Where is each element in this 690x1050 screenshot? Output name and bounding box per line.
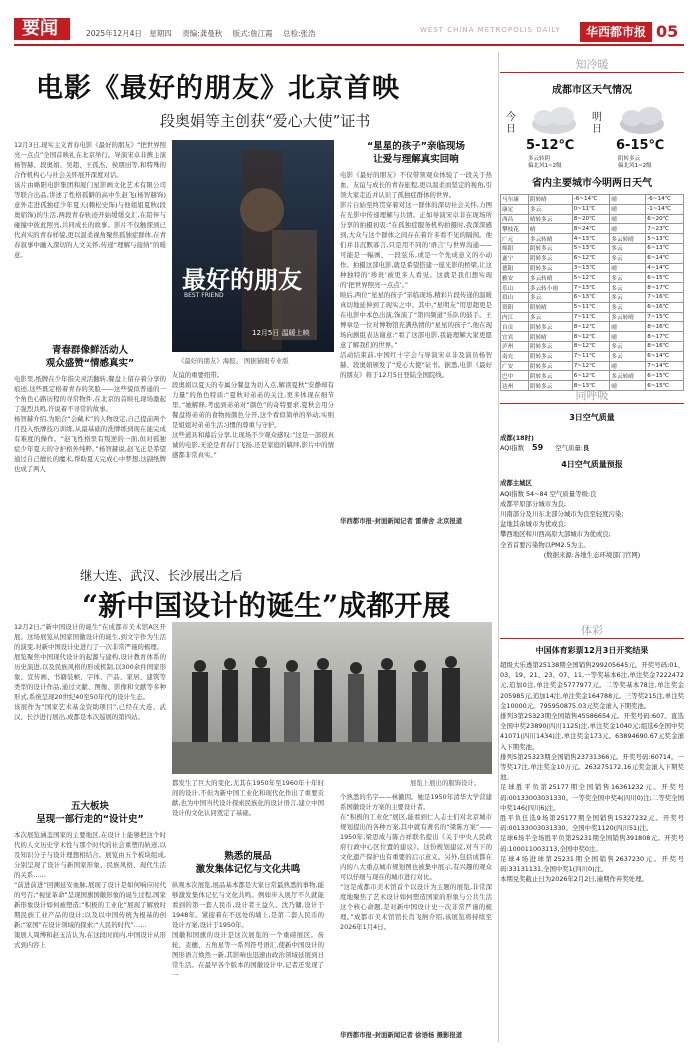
lottery-para: 超级大乐透第25138期全国销售299205645元。开奖号码:01、03、19、21、23、07、11,一等奖基本6注,单注奖金7222472元,追加0注,单注奖金5777977元。二等奖基本78注,单注奖金205985元,追加14注,单注奖金164788元。三等奖215注,单注奖金10000元。795950875.03元奖金滚入下期奖池。: [500, 661, 684, 710]
header-designer: 版式:詹江霞: [232, 29, 273, 38]
header-rule: [14, 44, 684, 46]
today-label: 今日: [506, 112, 516, 135]
article2-para: 都发生了巨大的变化,尤其在1950年至1960年十年时间的设计,不但为新中国工业化和现代化作出了重要贡献,也为中国当代设计探索民族化的设计语言,建立中国设计的文化认同奠定了基础。: [172, 779, 324, 817]
weather-cell: -6~14℃: [572, 195, 610, 205]
weather-row: [501, 351, 684, 361]
weather-row: [501, 214, 684, 224]
weather-cell: -6~14℃: [646, 195, 684, 205]
header-info: [86, 28, 316, 39]
article1-para: 电影《最好的朋友》不仅带领观众体验了一段关于热血、友谊与成长的青春旅程,更以温柔而坚定的视角,引领大家走近并认识了孤独症群体的世界。: [340, 171, 492, 199]
lottery-para: 排列5第25323期全国销售23731366元。开奖号码:60714。一等奖17注,单注奖金10万元。263275172.16元奖金滚入下期奖池。: [500, 752, 684, 782]
page-header: [0, 0, 690, 42]
header-weekday: 星期四: [149, 29, 172, 38]
weather-cell: 7~12℃: [572, 361, 610, 371]
weather-cell: 6~13℃: [572, 292, 610, 302]
article2-col2: [172, 778, 324, 818]
section-label: 要闻: [14, 18, 70, 40]
lottery-header: 体彩: [581, 624, 603, 637]
article1-subhead-1: 青春群像鲜活动人 观众盛赞“情感真实”: [45, 345, 135, 369]
weather-cell: 6~15℃: [646, 273, 684, 283]
weather-cell: 多云转小雨: [528, 283, 572, 293]
weather-cell: 阴转多云: [528, 322, 572, 332]
weather-cell: 晴: [528, 224, 572, 234]
weather-cell: 阴转多云: [528, 253, 572, 263]
forecast-line: 盆地其余城市为优或良;: [500, 520, 567, 529]
article1-para: 杨智赫介绍,为贴合“会藏术”的人物设定,自己提前两个月投入纸牌技巧训练,从最基础的洗牌练到现在能完成有难度的操作。“赵飞性格里有叛逆的一面,但对孤独症少年夏天的守护格外纯粹。”杨智赫说,赵飞正是希望通过自己擅长的魔术,帮助夏天完成心中梦想,这副纸牌也成了两人: [14, 415, 166, 473]
weather-cell: 多云: [528, 292, 572, 302]
article1-subtitle: 段奥娟等主创获“爱心大使”证书: [160, 112, 371, 130]
weather-cell: 8~12℃: [572, 341, 610, 351]
tomorrow-temp: 6-15℃: [616, 138, 665, 153]
weather-row: [501, 253, 684, 263]
air-aqi-row: [500, 443, 684, 453]
weather-cell: 7~13℃: [572, 283, 610, 293]
air-source: (数据来源:各地生态环境部门官网): [543, 550, 641, 559]
weather-cell: 8~17℃: [646, 332, 684, 342]
weather-cell: 阴转晴: [528, 302, 572, 312]
header-english: WEST CHINA METROPOLIS DAILY: [420, 26, 561, 34]
weather-cell: 6~13℃: [646, 243, 684, 253]
air-rule: [500, 403, 684, 404]
weather-cell: 晴: [610, 195, 646, 205]
lottery-para: 足球6场半全场胜平负第25231期全国销售391808元。开奖号码:100011003113,全国中奖0注。: [500, 834, 684, 853]
weather-title: 成都市区天气情况: [552, 85, 632, 96]
weather-cell: 8~12℃: [572, 322, 610, 332]
weather-row: [501, 292, 684, 302]
weather-days: [500, 100, 684, 170]
weather-cell: 6~15℃: [646, 371, 684, 381]
weather-row: [501, 283, 684, 293]
weather-cell: 6~14℃: [646, 253, 684, 263]
cloud-icon: [522, 104, 586, 140]
weather-cell: 晴: [610, 361, 646, 371]
weather-cell: 7~23℃: [646, 224, 684, 234]
lottery-para: 胜平负任选9场第25177期全国销售15327232元。开奖号码:00133003031330。全国中奖1120(四川51)注。: [500, 814, 684, 833]
weather-cell: 遂宁: [501, 253, 529, 263]
article2-para: “这是成都市美术馆首个以设计为主题的展览,非常深度地聚焦了艺术设计如何塑造国家的形象与公共生活这个核心命题,是对新中国设计史一次非常严谨的梳理。”成都市美术馆馆长肖飞舸介绍,该展览将持续至2026年1月4日。: [340, 883, 492, 931]
exhibition-photo: [172, 622, 492, 774]
weather-cell: 晴: [610, 381, 646, 391]
article1-para: 该片由略阳电影集团和厦门星影画文化艺术有限公司等联合出品,讲述了性格孤僻的高中生赵飞(杨智赫饰)意外走进孤独症少年夏天(赖松史饰)与他姐姐夏秋(段奥娟饰)的生活,两段青春轨迹开始缓缓交汇,在陪伴与碰撞中彼此照亮,共同成长的故事。影片不仅触探到已代真实的青春样貌,更以温柔视角聚焦孤独症群体,在青春叙事中融入深切的人文关怀,传递“理解与接纳”的暖意。: [14, 181, 166, 259]
forecast-line: 攀西地区和川西高原大部城市为优或良;: [500, 530, 611, 539]
weather-table: [500, 194, 684, 391]
poster-date: 12月5日 温暖上映: [252, 329, 310, 337]
weather-cell: 多云: [610, 283, 646, 293]
weather-cell: 阴转多云: [528, 341, 572, 351]
weather-panel: [500, 56, 684, 391]
forecast-line: AQI指数 54~84 空气质量等级:良: [500, 489, 597, 498]
weather-cell: 晴: [610, 332, 646, 342]
weather-cell: 阴转多云: [528, 351, 572, 361]
article1-col1b: [14, 374, 166, 474]
weather-row: [501, 302, 684, 312]
weather-cell: 多云: [610, 273, 646, 283]
weather-cell: 内江: [501, 312, 529, 322]
air-title-1: 3日空气质量: [569, 413, 615, 422]
weather-cell: 攀枝花: [501, 224, 529, 234]
aqi-value: 59: [532, 443, 544, 453]
weather-cell: 晴转多云: [528, 214, 572, 224]
weather-row: [501, 361, 684, 371]
weather-cell: 阴转多云: [528, 263, 572, 273]
weather-cell: 自贡: [501, 322, 529, 332]
tomorrow-label: 明日: [592, 112, 602, 135]
weather-cell: 南充: [501, 351, 529, 361]
weather-cell: 6~12℃: [572, 253, 610, 263]
weather-cell: 8~17℃: [646, 283, 684, 293]
weather-cell: 康定: [501, 204, 529, 214]
weather-cell: 多云: [610, 302, 646, 312]
weather-cell: 阴转多云: [528, 243, 572, 253]
exhibition-caption: 展览上展出的服饰设计。: [410, 779, 481, 787]
weather-cell: 资阳: [501, 302, 529, 312]
lottery-para: 足球4场进球第25231期全国销售2637230元。开奖号码:33131131,全国中奖1(四川0)注。: [500, 854, 684, 874]
article2-col1: [14, 622, 166, 722]
today-desc1: 多云转阴: [528, 156, 551, 162]
weather-cell: 6~12℃: [572, 371, 610, 381]
today-desc2: 偏北风1~2级: [528, 163, 562, 169]
article1-para: 这些道具和幕后分享,让现场不少观众感叹:“这是一部很真诚的电影,无论是青春门飞扬,还是家庭的羁绊,影片中的情感都非常真实。”: [172, 431, 334, 459]
weather-cell: 多云转晴: [610, 234, 646, 244]
weather-cell: 晴: [610, 214, 646, 224]
weather-cell: 6~15℃: [646, 381, 684, 391]
weather-table-title: 省内主要城市今明两日天气: [532, 178, 652, 189]
lottery-title: 中国体育彩票12月3日开奖结果: [535, 646, 649, 655]
quality-value: 良: [582, 444, 590, 453]
weather-cell: 8~24℃: [572, 224, 610, 234]
header-proof: 总检:张浩: [283, 29, 316, 38]
air-city: 成都(18时): [500, 434, 534, 442]
weather-cell: 泸州: [501, 341, 529, 351]
weather-cell: 3~13℃: [572, 263, 610, 273]
today-temp: 5-12℃: [526, 138, 575, 153]
forecast-title: 成都主城区: [500, 479, 532, 488]
weather-cell: 8~12℃: [572, 332, 610, 342]
article2-subhead-1: 五大板块 呈现一部行走的“设计史”: [36, 801, 144, 825]
weather-cell: 8~16℃: [646, 341, 684, 351]
weather-cell: 阴转晴: [528, 332, 572, 342]
weather-row: [501, 371, 684, 381]
poster-graphic: [172, 140, 334, 352]
article1-byline: 华西都市报-封面新闻记者 雷倩舍 北京报道: [340, 517, 463, 525]
lottery-para: 本期兑奖截止日为2026年2月2日,逾期作弃奖处理。: [500, 875, 648, 884]
article2-subhead-2: 熟悉的展品 激发集体记忆与文化共鸣: [195, 851, 301, 875]
weather-cell: 乐山: [501, 283, 529, 293]
weather-cell: 7~11℃: [572, 312, 610, 322]
weather-row: [501, 273, 684, 283]
header-editor: 责编:龚曼秋: [182, 29, 223, 38]
air-header: 同呼吸: [575, 389, 609, 402]
weather-cell: 阴转多云: [528, 371, 572, 381]
article2-para: 该展作为“国家艺术基金资助项目”,已经在大连、武汉、长沙进行展出,成都是本次巡展的第四站。: [14, 703, 166, 721]
aqi-label: AQI指数: [500, 444, 524, 453]
article1-para: 段奥娟以夏天的专属分餐盘为切入点,解读夏秋“安静却有力量”的角色特质:“夏秋对弟弟的关注,更多体现在细节里。”她解释,考虑到弟弟对“颜色”的奇特要求,夏秋会用分餐盘将弟弟的食物按颜色分开,这个看似简单的举动,实则是姐姐对弟弟生活习惯的尊重与守护。: [172, 381, 334, 429]
weather-cell: 阴转多云: [528, 381, 572, 391]
weather-cell: 多云: [610, 243, 646, 253]
weather-cell: 8~16℃: [646, 322, 684, 332]
weather-cell: 6~16℃: [646, 302, 684, 312]
weather-cell: 晴: [610, 204, 646, 214]
newspaper-logo: 华西都市报: [580, 22, 652, 42]
weather-cell: -1~14℃: [646, 204, 684, 214]
cloud-icon-2: [610, 104, 674, 140]
weather-cell: 多云转晴: [610, 312, 646, 322]
lottery-para: 足球胜平负第25177期全国销售16361232元。开奖号码:00133003031330。一等奖全国中奖4(四川0)注;二等奖全国中奖146(四川6)注。: [500, 783, 684, 812]
weather-cell: 7~14℃: [646, 361, 684, 371]
weather-cell: 多云: [610, 253, 646, 263]
weather-cell: 巴中: [501, 371, 529, 381]
article1-col1: [14, 140, 166, 260]
weather-cell: 晴: [610, 322, 646, 332]
weather-cell: 多云: [610, 351, 646, 361]
article1-title: 电影《最好的朋友》北京首映: [36, 73, 400, 104]
article1-para: 影片自始至终贯穿着对这一群体的深切社会关怀,力图在光影中传递理解与共情。正如导演宋卓非在现场所分享的拍摄初衷:“在孤独症服务机构拍摄时,我深深感到,大众与这个群体之间存在着许多看不见的隔阂。他们并非沉默寡言,只是用不同的‘语言’与世界沟通——可能是一幅画、一段弦乐,或是一个先成意义的小动作。拍摄这部电影,就是希望搭建一座光影的桥梁,让这种独特的‘珍贵’被更多人看见。这就是我们想实现的‘把世界照亮一点点’。”: [340, 201, 492, 289]
weather-cell: 多云: [610, 292, 646, 302]
weather-row: [501, 341, 684, 351]
weather-cell: 多云: [528, 204, 572, 214]
weather-row: [501, 332, 684, 342]
weather-row: [501, 224, 684, 234]
weather-cell: 8~13℃: [572, 381, 610, 391]
lottery-para: 排列3第25323期全国销售45586654元。开奖号码:607。直选全国中奖23890(四川1125)注,单注奖金1040元;组选6全国中奖41071(四川1434)注,单注奖金173元。63894690.67元奖金滚入下期奖池。: [500, 712, 684, 751]
weather-cell: 多云转晴: [528, 234, 572, 244]
weather-cell: 6~20℃: [646, 214, 684, 224]
weather-rule: [500, 72, 684, 73]
article1-col3: [340, 170, 492, 380]
tomorrow-desc1: 阴转多云: [618, 156, 641, 162]
article1-para: 电影里,纸牌在少年指尖灵活翻转,餐盘上留存着分享的痕迹,这些既定格着青春的笑脸——这些貌似普通的一个角色心路历程的寻常物件,在北京的首映礼现场激起了强烈共鸣,许说着不寻常的故事。: [14, 375, 166, 413]
air-panel: [500, 387, 684, 560]
exhibition-graphic: [172, 622, 492, 774]
article2-para: 策展人周博和赵玉洁认为,在这段时间内,中国设计从形式到内容上: [14, 931, 166, 949]
article1-para: 活动结束前,中国红十字会与导演宋卓非及演员杨智赫、段奥娟颁发了“爱心大使”证书。据悉,电影《最好的朋友》将于12月5日登陆全国院线。: [340, 351, 492, 379]
weather-cell: 7~11℃: [572, 351, 610, 361]
weather-cell: 4~13℃: [572, 234, 610, 244]
poster-title: 最好的朋友: [182, 265, 302, 294]
weather-cell: 多云转晴: [610, 371, 646, 381]
article1-para: 映后,两位“星星的孩子”亲临现场,精彩片段传递的温暖真切地延伸到了现实之中。其中,“星明友”用思超更是在电影中本色出演,饰演了“第四频道”乐队的鼓手。王博章是一位对博物馆充满热情的“星星的孩子”,他在现场向剧组表达谢意:“看了这部电影,我能理解大家更愿意了解我们的世界。”: [340, 291, 492, 349]
article2-para: “前进前进”回溯延安血脉,展现了设计是如何响应时代的号召;“视觉革命”呈现国旗国徽形象的诞生过程,国家新形象设计如何被塑造;“积极的工业化”展现了解放时期民族工业产品的设计;以及以中国传统为根基的创新;“家国”在设计领域的探索;“人民的时代”……: [14, 881, 166, 929]
weather-cell: 绵阳: [501, 243, 529, 253]
weather-row: [501, 204, 684, 214]
article2-para: 国徽和国旗的设计是这次展览的一个重磅展区。齿轮、麦穗、五角星等一系列符号语汇,使新中国设计的图形语言焕然一新,其影响也迅速由政治领域延展到日常生活。在最早各个版本的国徽设计中,记者还发现了一: [172, 931, 324, 979]
weather-cell: 多云: [528, 312, 572, 322]
forecast-line: 成都平原部分城市为良;: [500, 499, 567, 508]
weather-cell: 雅安: [501, 273, 529, 283]
article1-para: 12月3日,现实主义青春电影《最好的朋友》“把世界照亮一点点”全国首映礼在北京举行。导演宋卓非携主演杨智赫、段奥娟、吴超、王孤杰、侯朋田等,和特殊的合作机构心与社会关怀展开深度对话。: [14, 141, 166, 179]
weather-cell: 阴转多云: [528, 361, 572, 371]
weather-row: [501, 195, 684, 205]
article1-col2: [172, 370, 334, 460]
weather-cell: 5~13℃: [572, 243, 610, 253]
article2-col2b: [172, 880, 324, 1042]
weather-row: [501, 312, 684, 322]
weather-cell: 马尔康: [501, 195, 529, 205]
article2-para: 本次展览涵盖国家的主要地区,在设计上能够把这个时代的人文历史学术性与那个时代的社会重塑的轨迹,以及知识分子与设计理想相结合。展览由五个板块组成,分别呈现了设计与新国家形象、民族风格、现代生活的关系……: [14, 831, 166, 879]
weather-cell: 眉山: [501, 292, 529, 302]
weather-cell: 广安: [501, 361, 529, 371]
article2-byline: 华西都市报-封面新闻记者 徐语杨 摄影报道: [340, 1031, 463, 1039]
air-title-2: 4日空气质量预报: [561, 460, 623, 470]
weather-cell: 晴: [610, 224, 646, 234]
page-number: 05: [656, 22, 679, 41]
lottery-panel: [500, 622, 684, 884]
lottery-rule: [500, 638, 684, 639]
weather-cell: 阴转晴: [528, 195, 572, 205]
weather-cell: 5~11℃: [572, 302, 610, 312]
weather-row: [501, 263, 684, 273]
column-divider: [498, 52, 499, 1042]
quality-label: 空气质量:: [555, 444, 583, 453]
forecast-line: 全省首要污染物以PM2.5为主。: [500, 540, 590, 549]
weather-cell: 0~11℃: [572, 204, 610, 214]
weather-cell: 广元: [501, 234, 529, 244]
weather-cell: 7~16℃: [646, 292, 684, 302]
weather-cell: 6~14℃: [646, 351, 684, 361]
weather-row: [501, 322, 684, 332]
article2-col1b: [14, 830, 166, 1042]
weather-cell: 宜宾: [501, 332, 529, 342]
weather-cell: 4~14℃: [646, 263, 684, 273]
article2-para: 个熟悉的名字——林徽因。她是1950年清华大学营建系国徽设计方案的主要设计者。: [340, 793, 492, 811]
weather-row: [501, 234, 684, 244]
weather-cell: 7~15℃: [646, 312, 684, 322]
weather-cell: 西昌: [501, 214, 529, 224]
weather-cell: 德阳: [501, 263, 529, 273]
article2-para: 在“积极的工业化”展区,能看到仁人志士们对北京城市规划提出的各种方案,其中就有著名的“梁陈方案”——1950年,梁思成与陈占祥联名提出《关于中央人民政府行政中心区位置的建议》。这份规划建议,对当下的文化遗产保护也有重要的启示意义。另外,包括成都在内的八大重点城市规划图也被集中展示,有兴趣的观众可以仔细与现在的城市进行对比。: [340, 813, 492, 881]
movie-poster: [172, 140, 334, 352]
article2-para: 展览聚焦中国现代设计的起源与建构,设计教育体系的历史演进,以及民族风格的形成机制,以300余件国家形象、宣传画、书籍装帧、字体、产品、家居、建筑等类型的设计作品,通过文献、图像、影像和文献等多种形式,系统呈现20世纪40至50年代的设计生态。: [14, 653, 166, 701]
article2-kicker: 继大连、武汉、长沙展出之后: [80, 568, 243, 583]
header-date: 2025年12月4日: [86, 29, 142, 38]
weather-header: 知冷暖: [575, 58, 609, 71]
weather-row: [501, 243, 684, 253]
forecast-line: 川南部分及川东北部分城市为良至轻度污染;: [500, 510, 624, 519]
weather-cell: 多云: [610, 341, 646, 351]
weather-cell: 多云转晴: [528, 273, 572, 283]
article1-subhead-2: “星星的孩子”亲临现场 让爱与理解真实回响: [367, 141, 465, 165]
tomorrow-desc2: 偏北风1~2级: [618, 163, 652, 169]
article2-para: 纵观本次展览,展品基本都是大家日常最熟悉的事物,能够激发集体记忆与文化共鸣。例如步入展厅不久就能看到的第一套人民币,设计者王益久、沈乃镛,设计于1948年。紧接着在不远处的墙上,是第二套人民币的设计方案,设计于1950年。: [172, 881, 324, 929]
article2-title: “新中国设计的诞生”成都开展: [82, 589, 451, 622]
article1-para: 友谊的重要纽带。: [172, 371, 224, 379]
weather-cell: 5~12℃: [572, 273, 610, 283]
poster-caption: 《最好的朋友》海报。 图据猫眼专业版: [178, 357, 289, 365]
poster-english: BEST FRIEND: [184, 292, 224, 299]
weather-cell: 晴: [610, 263, 646, 273]
article2-para: 12月2日,“新中国设计的诞生”在成都市美术馆A区开展。这场展览从国家国徽设计的诞生,到文字作为生活的演变,对新中国设计史进行了一次非常严谨的梳理。: [14, 623, 166, 651]
weather-cell: 8~20℃: [572, 214, 610, 224]
weather-cell: 5~13℃: [646, 234, 684, 244]
weather-cell: 达州: [501, 381, 529, 391]
article2-col3: [340, 792, 492, 1028]
